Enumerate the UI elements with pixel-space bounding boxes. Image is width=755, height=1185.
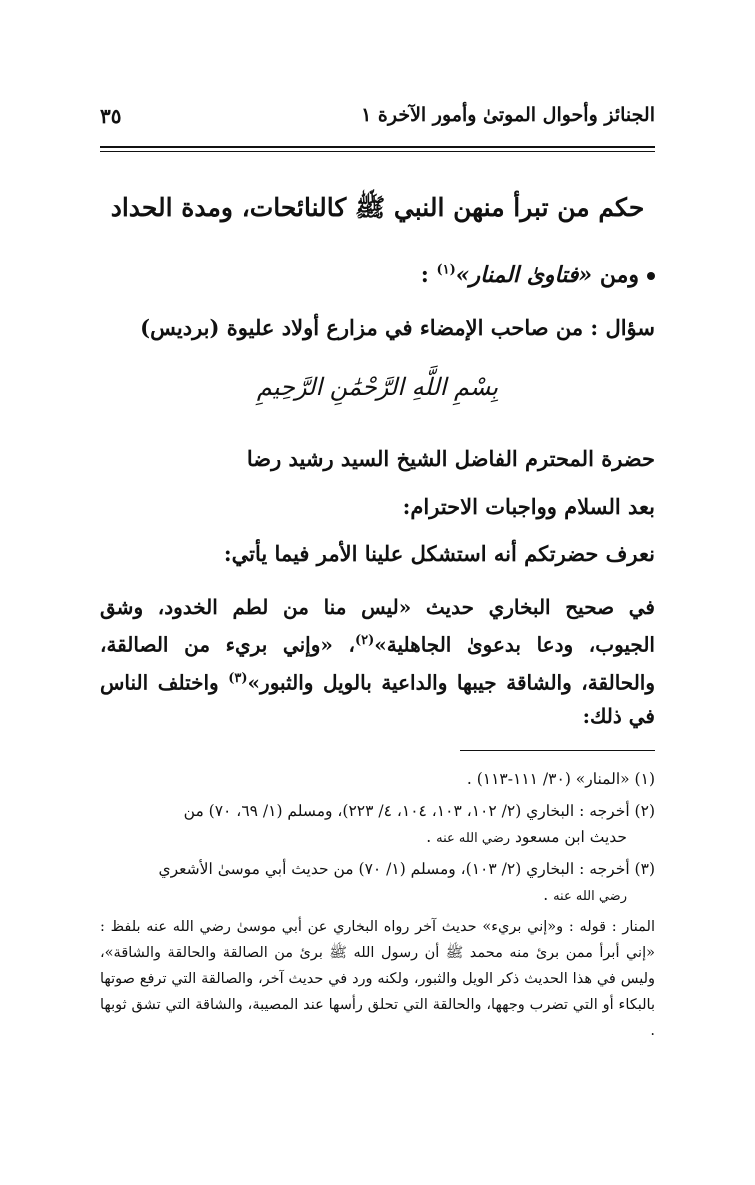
salutation-line: حضرة المحترم الفاضل الشيخ السيد رشيد رضا: [246, 446, 655, 471]
editor-note: المنار : قوله : و«إني بريء» حديث آخر رواه البخاري عن أبي موسىٰ رضي الله عنه بلفظ : «إني أبرأ ممن برئ منه محمد ﷺ أن رسول الله ﷺ برئ من الصالقة والحالقة والشاقة»، وليس في هذا الحديث ذكر الويل والثبور، ولكنه ورد في حديث آخر، والصالقة التي ترفع صوتها بالبكاء أو التي تضرب وجهها، والحالقة التي تحلق رأسها عند المصيبة، والشاقة التي تشق ثوبها .: [100, 919, 655, 1039]
footnote-2-line-1: (٢) أخرجه : البخاري (٢/ ١٠٢، ١٠٣، ١٠٤، ٤/ ٢٢٣)، ومسلم (١/ ٦٩، ٧٠) من: [183, 802, 655, 820]
running-header: [100, 104, 655, 144]
footnote-3: [100, 856, 655, 910]
footnote-3-line-1: (٣) أخرجه : البخاري (٢/ ١٠٣)، ومسلم (١/ ٧٠) من حديث أبي موسىٰ الأشعري: [158, 860, 655, 878]
footnote-3-end: .: [543, 886, 549, 904]
footnote-2-seal: رضي الله عنه: [436, 831, 511, 846]
footnote-2-text: حديث ابن مسعود: [514, 828, 627, 846]
page-number: ٣٥: [100, 104, 122, 128]
footnote-divider: [460, 750, 655, 751]
question-paragraph: [100, 590, 655, 733]
section-heading: حكم من تبرأ منهن النبي ﷺ كالنائحات، ومدة الحداد: [110, 193, 645, 222]
paragraph-text-3: واختلف الناس في ذلك:: [100, 670, 655, 729]
source-suffix: :: [420, 262, 429, 288]
source-prefix: ومن: [599, 262, 639, 288]
header-rule-thick: [100, 146, 655, 148]
greeting-line: بعد السلام وواجبات الاحترام:: [402, 494, 655, 519]
paragraph-text-2: ، «وإني بريء من الصالقة، والحالقة، والشاقة جيبها والداعية بالويل والثبور»: [100, 632, 656, 695]
source-line: [421, 262, 655, 288]
question-line: سؤال : من صاحب الإمضاء في مزارع أولاد عليوة (برديس): [140, 315, 655, 340]
basmala: بِسْمِ اللَّهِ الرَّحْمَٰنِ الرَّحِيمِ: [256, 373, 499, 401]
footnote-3-line-2: [100, 882, 655, 910]
bullet-icon: [647, 272, 655, 280]
footnote-2-end: .: [426, 828, 432, 846]
footnote-2-line-2: [100, 824, 655, 852]
footnote-ref-3: (٣): [228, 670, 248, 686]
footnote-2: [100, 798, 655, 852]
header-rule-thin: [100, 151, 655, 152]
source-name: «فتاوىٰ المنار»: [455, 262, 593, 288]
running-header-title: الجنائز وأحوال الموتىٰ وأمور الآخرة ١: [361, 104, 655, 126]
footnote-1: (١) «المنار» (٣٠/ ١١١-١١٣) .: [466, 770, 655, 788]
paragraph-text-1: في صحيح البخاري حديث «ليس منا من لطم الخدود، وشق الجيوب، ودعا بدعوىٰ الجاهلية»: [100, 595, 655, 657]
footnote-ref-1: (١): [436, 262, 456, 278]
footnote-ref-2: (٢): [354, 633, 375, 648]
intro-line: نعرف حضرتكم أنه استشكل علينا الأمر فيما يأتي:: [223, 541, 655, 566]
footnote-3-seal: رضي الله عنه: [553, 889, 627, 904]
